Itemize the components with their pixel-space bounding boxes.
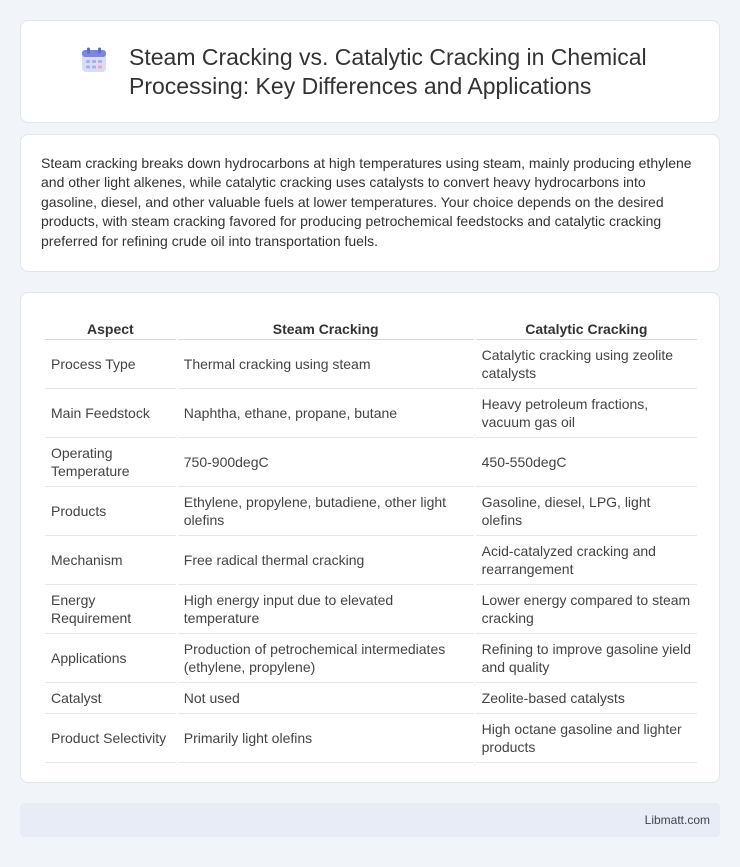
cell-aspect: Energy Requirement [45, 585, 176, 634]
table-row [45, 683, 697, 714]
header-card [20, 20, 720, 123]
cell-steam: Naphtha, ethane, propane, butane [178, 389, 474, 438]
cell-aspect: Product Selectivity [45, 714, 176, 763]
cell-catalytic: 450-550degC [476, 438, 697, 487]
cell-catalytic: Heavy petroleum fractions, vacuum gas oil [476, 389, 697, 438]
table-row [45, 389, 697, 438]
table-row [45, 438, 697, 487]
cell-aspect: Mechanism [45, 536, 176, 585]
footer-brand-link[interactable]: Libmatt.com [644, 813, 710, 827]
page-title: Steam Cracking vs. Catalytic Cracking in Chemical Processing: Key Differences and Applications [129, 43, 647, 99]
cell-catalytic: Gasoline, diesel, LPG, light olefins [476, 487, 697, 536]
cell-steam: Production of petrochemical intermediates (ethylene, propylene) [178, 634, 474, 683]
table-header-row [45, 315, 697, 340]
cell-aspect: Products [45, 487, 176, 536]
cell-steam: Ethylene, propylene, butadiene, other light olefins [178, 487, 474, 536]
cell-steam: 750-900degC [178, 438, 474, 487]
cell-steam: High energy input due to elevated temperature [178, 585, 474, 634]
cell-steam: Primarily light olefins [178, 714, 474, 763]
table-row [45, 585, 697, 634]
footer [20, 803, 720, 837]
cell-aspect: Catalyst [45, 683, 176, 714]
cell-aspect: Process Type [45, 340, 176, 389]
cell-catalytic: Catalytic cracking using zeolite catalysts [476, 340, 697, 389]
calendar-icon [81, 47, 107, 73]
header-aspect: Aspect [45, 315, 176, 340]
table-row [45, 536, 697, 585]
cell-catalytic: Acid-catalyzed cracking and rearrangement [476, 536, 697, 585]
header-catalytic-cracking: Catalytic Cracking [476, 315, 697, 340]
intro-paragraph: Steam cracking breaks down hydrocarbons at high temperatures using steam, mainly producing ethylene and other light alkenes, while catalytic cracking uses catalysts to convert heavy hydrocarbons into gasoline, diesel, and other valuable fuels at lower temperatures. Your choice depends on the desired products, with steam cracking favored for producing petrochemical feedstocks and catalytic cracking preferred for refining crude oil into transportation fuels. [41, 155, 692, 249]
cell-catalytic: High octane gasoline and lighter products [476, 714, 697, 763]
cell-steam: Free radical thermal cracking [178, 536, 474, 585]
header-steam-cracking: Steam Cracking [178, 315, 474, 340]
table-row [45, 487, 697, 536]
cell-aspect: Operating Temperature [45, 438, 176, 487]
cell-catalytic: Zeolite-based catalysts [476, 683, 697, 714]
table-row [45, 634, 697, 683]
table-row [45, 714, 697, 763]
intro-card [20, 134, 720, 272]
cell-aspect: Main Feedstock [45, 389, 176, 438]
comparison-card [20, 292, 720, 783]
cell-catalytic: Refining to improve gasoline yield and quality [476, 634, 697, 683]
cell-steam: Not used [178, 683, 474, 714]
cell-steam: Thermal cracking using steam [178, 340, 474, 389]
table-row [45, 340, 697, 389]
cell-aspect: Applications [45, 634, 176, 683]
cell-catalytic: Lower energy compared to steam cracking [476, 585, 697, 634]
comparison-table [43, 315, 699, 763]
